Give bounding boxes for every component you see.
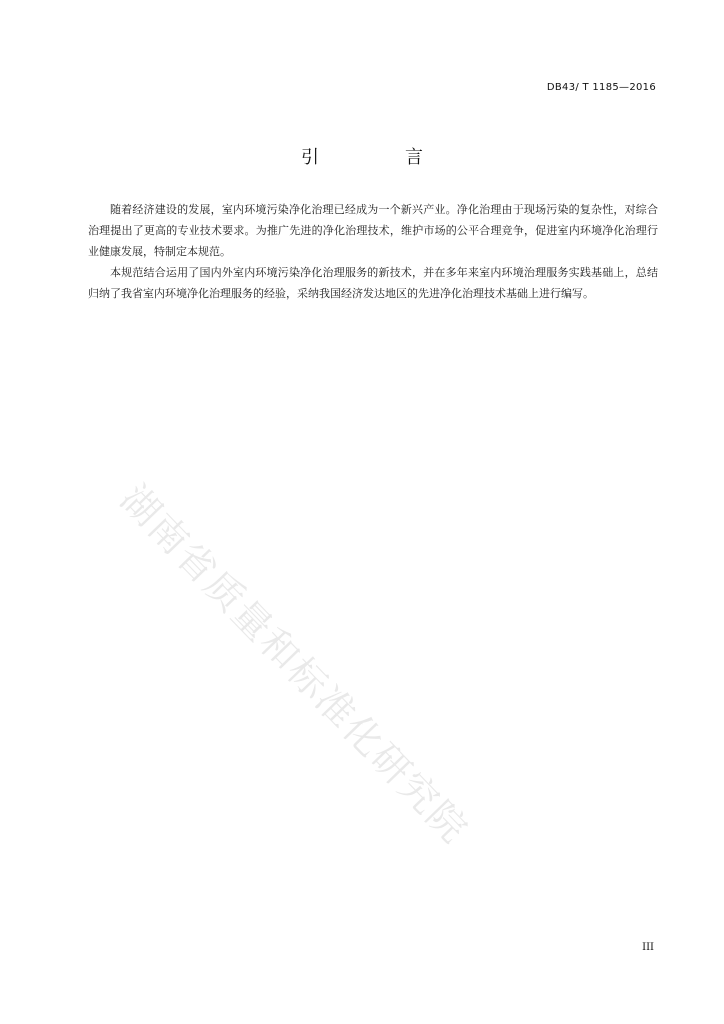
watermark: 湖南省质量和标准化研究院 [111,476,477,853]
body-text [88,199,658,304]
standard-code: DB43/ T 1185—2016 [546,82,656,93]
paragraph: 随着经济建设的发展，室内环境污染净化治理已经成为一个新兴产业。净化治理由于现场污染的复杂性，对综合治理提出了更高的专业技术要求。为推广先进的净化治理技术，维护市场的公平合理竞争，促进室内环境净化治理行业健康发展，特制定本规范。 [88,203,658,258]
page-number: III [642,942,654,953]
page-title: 引 言 [301,147,457,168]
paragraph: 本规范结合运用了国内外室内环境污染净化治理服务的新技术，并在多年来室内环境治理服务实践基础上，总结归纳了我省室内环境净化治理服务的经验，采纳我国经济发达地区的先进净化治理技术基础上进行编写。 [88,266,658,300]
